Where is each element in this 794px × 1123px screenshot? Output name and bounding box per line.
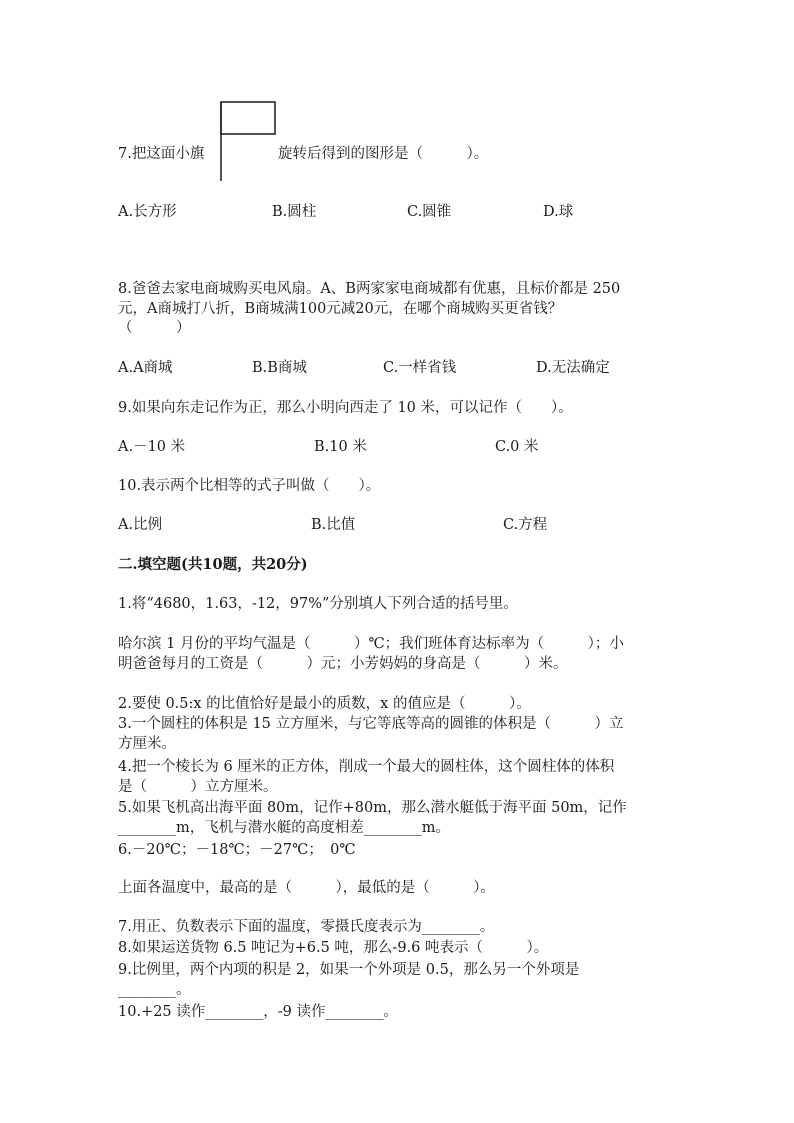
fill-4-line-a: 4.把一个棱长为 6 厘米的正方体，削成一个最大的圆柱体，这个圆柱体的体积 xyxy=(118,759,615,775)
q8-option-d: D.无法确定 xyxy=(536,360,610,376)
fill-1-line-b: 明爸爸每月的工资是（ ）元；小芳妈妈的身高是（ ）米。 xyxy=(118,656,568,672)
q9-option-b: B.10 米 xyxy=(314,439,367,455)
fill-6-line-a: 6.－20℃；－18℃；－27℃； 0℃ xyxy=(118,842,356,858)
q8-line-1: 8.爸爸去家电商城购买电风扇。A、B两家家电商城都有优惠，且标价都是 250 xyxy=(118,281,621,297)
q7-suffix: 旋转后得到的图形是（ ）。 xyxy=(278,146,489,162)
fill-1-line-a: 哈尔滨 1 月份的平均气温是（ ）℃；我们班体育达标率为（ ）；小 xyxy=(118,636,624,652)
fill-2: 2.要使 0.5:x 的比值恰好是最小的质数，x 的值应是（ ）。 xyxy=(118,696,531,712)
fill-5-line-a: 5.如果飞机高出海平面 80m，记作+80m，那么潜水艇低于海平面 50m，记作 xyxy=(118,800,627,816)
fill-10: 10.+25 读作________，-9 读作________。 xyxy=(118,1004,399,1020)
fill-4-line-b: 是（ ）立方厘米。 xyxy=(118,779,278,795)
fill-3-line-b: 方厘米。 xyxy=(118,736,176,752)
q10-option-a: A.比例 xyxy=(118,517,163,533)
fill-6-line-b: 上面各温度中，最高的是（ ），最低的是（ ）。 xyxy=(118,880,495,896)
q9-option-c: C.0 米 xyxy=(495,439,539,455)
q10-option-c: C.方程 xyxy=(503,517,548,533)
fill-3-line-a: 3.一个圆柱的体积是 15 立方厘米，与它等底等高的圆锥的体积是（ ）立 xyxy=(118,716,624,732)
flag-figure xyxy=(220,101,280,187)
q7-option-c: C.圆锥 xyxy=(407,204,452,220)
fill-7: 7.用正、负数表示下面的温度，零摄氏度表示为________。 xyxy=(118,919,495,935)
fill-8: 8.如果运送货物 6.5 吨记为+6.5 吨，那么-9.6 吨表示（ ）。 xyxy=(118,940,549,956)
q7-prefix: 7.把这面小旗 xyxy=(118,146,205,162)
q7-option-d: D.球 xyxy=(543,204,574,220)
q8-line-2: 元，A商城打八折，B商城满100元减20元，在哪个商城购买更省钱？ xyxy=(118,301,563,317)
q9-text: 9.如果向东走记作为正，那么小明向西走了 10 米，可以记作（ ）。 xyxy=(118,400,573,416)
q9-option-a: A.－10 米 xyxy=(118,439,186,455)
q8-option-b: B.B商城 xyxy=(252,360,307,376)
fill-9-line-b: ________。 xyxy=(118,982,191,998)
q10-text: 10.表示两个比相等的式子叫做（ ）。 xyxy=(118,478,381,494)
section-title: 二.填空题(共10题，共20分) xyxy=(118,556,308,573)
q10-option-b: B.比值 xyxy=(311,517,356,533)
q8-line-3: （ ） xyxy=(118,320,191,336)
fill-5-line-b: ________m，飞机与潜水艇的高度相差________m。 xyxy=(118,820,450,836)
q8-option-c: C.一样省钱 xyxy=(383,360,457,376)
fill-1: 1.将“4680，1.63，-12，97%”分别填人下列合适的括号里。 xyxy=(118,596,518,612)
q7-option-b: B.圆柱 xyxy=(272,204,317,220)
q7-option-a: A.长方形 xyxy=(118,204,177,220)
q8-option-a: A.A商城 xyxy=(118,360,173,376)
fill-9-line-a: 9.比例里，两个内项的积是 2，如果一个外项是 0.5，那么另一个外项是 xyxy=(118,962,580,978)
